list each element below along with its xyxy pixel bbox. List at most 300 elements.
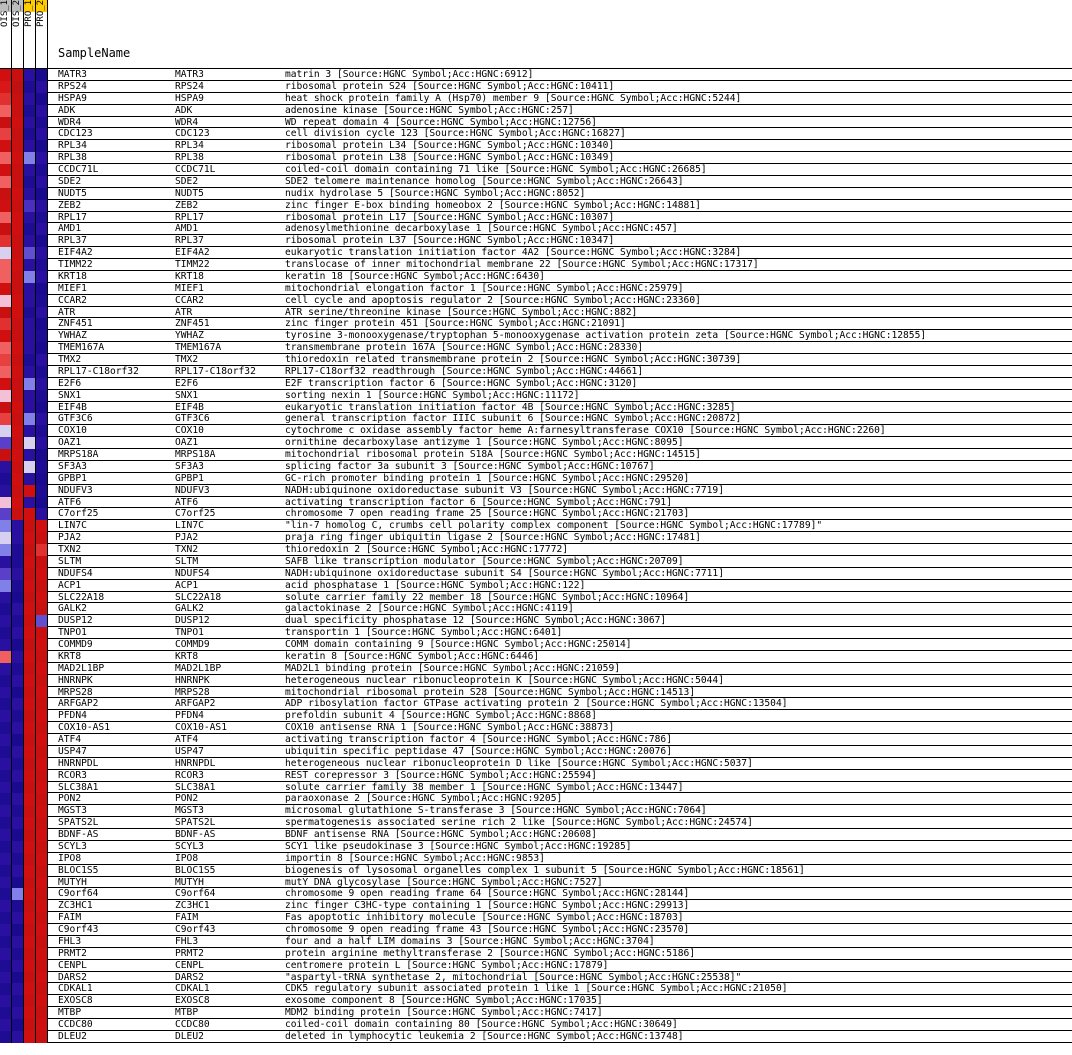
heatmap-cell[interactable] <box>0 948 12 960</box>
heatmap-cell[interactable] <box>24 603 36 615</box>
heatmap-cell[interactable] <box>0 877 12 889</box>
heatmap-cell[interactable] <box>0 223 12 235</box>
heatmap-cell[interactable] <box>24 592 36 604</box>
heatmap-row[interactable] <box>0 93 1072 105</box>
heatmap-cell[interactable] <box>0 485 12 497</box>
heatmap-cell[interactable] <box>36 615 48 627</box>
heatmap-cell[interactable] <box>24 734 36 746</box>
heatmap-cell[interactable] <box>24 888 36 900</box>
heatmap-cell[interactable] <box>12 1007 24 1019</box>
heatmap-cell[interactable] <box>36 639 48 651</box>
heatmap-row[interactable] <box>0 1031 1072 1043</box>
heatmap-row[interactable] <box>0 580 1072 592</box>
heatmap-cell[interactable] <box>36 390 48 402</box>
heatmap-cell[interactable] <box>36 877 48 889</box>
heatmap-cell[interactable] <box>36 829 48 841</box>
heatmap-row[interactable] <box>0 972 1072 984</box>
heatmap-row[interactable] <box>0 188 1072 200</box>
heatmap-cell[interactable] <box>12 105 24 117</box>
heatmap-row[interactable] <box>0 675 1072 687</box>
heatmap-cell[interactable] <box>36 485 48 497</box>
heatmap-cell[interactable] <box>24 544 36 556</box>
heatmap-cell[interactable] <box>36 342 48 354</box>
heatmap-row[interactable] <box>0 235 1072 247</box>
heatmap-cell[interactable] <box>12 508 24 520</box>
heatmap-cell[interactable] <box>24 615 36 627</box>
heatmap-cell[interactable] <box>24 223 36 235</box>
heatmap-cell[interactable] <box>24 912 36 924</box>
heatmap-cell[interactable] <box>36 782 48 794</box>
heatmap-cell[interactable] <box>12 402 24 414</box>
heatmap-row[interactable] <box>0 865 1072 877</box>
heatmap-cell[interactable] <box>12 366 24 378</box>
heatmap-cell[interactable] <box>12 663 24 675</box>
heatmap-cell[interactable] <box>0 722 12 734</box>
heatmap-cell[interactable] <box>0 330 12 342</box>
heatmap-cell[interactable] <box>36 675 48 687</box>
heatmap-cell[interactable] <box>24 69 36 81</box>
heatmap-cell[interactable] <box>12 223 24 235</box>
heatmap-cell[interactable] <box>24 556 36 568</box>
heatmap-cell[interactable] <box>12 93 24 105</box>
heatmap-cell[interactable] <box>36 235 48 247</box>
heatmap-row[interactable] <box>0 805 1072 817</box>
heatmap-cell[interactable] <box>12 829 24 841</box>
heatmap-cell[interactable] <box>24 710 36 722</box>
heatmap-cell[interactable] <box>12 615 24 627</box>
heatmap-cell[interactable] <box>0 128 12 140</box>
heatmap-cell[interactable] <box>0 413 12 425</box>
heatmap-cell[interactable] <box>12 805 24 817</box>
heatmap-cell[interactable] <box>36 532 48 544</box>
heatmap-cell[interactable] <box>24 972 36 984</box>
heatmap-cell[interactable] <box>0 793 12 805</box>
heatmap-cell[interactable] <box>0 271 12 283</box>
heatmap-row[interactable] <box>0 366 1072 378</box>
heatmap-row[interactable] <box>0 710 1072 722</box>
heatmap-cell[interactable] <box>12 354 24 366</box>
heatmap-cell[interactable] <box>36 128 48 140</box>
heatmap-row[interactable] <box>0 128 1072 140</box>
heatmap-cell[interactable] <box>0 544 12 556</box>
heatmap-cell[interactable] <box>0 212 12 224</box>
heatmap-cell[interactable] <box>12 936 24 948</box>
heatmap-row[interactable] <box>0 782 1072 794</box>
heatmap-cell[interactable] <box>12 782 24 794</box>
heatmap-cell[interactable] <box>12 877 24 889</box>
heatmap-cell[interactable] <box>36 437 48 449</box>
heatmap-cell[interactable] <box>24 663 36 675</box>
heatmap-cell[interactable] <box>36 200 48 212</box>
heatmap-cell[interactable] <box>24 402 36 414</box>
heatmap-row[interactable] <box>0 603 1072 615</box>
heatmap-cell[interactable] <box>0 1031 12 1043</box>
heatmap-cell[interactable] <box>36 223 48 235</box>
heatmap-cell[interactable] <box>36 461 48 473</box>
heatmap-cell[interactable] <box>24 746 36 758</box>
heatmap-cell[interactable] <box>24 675 36 687</box>
heatmap-cell[interactable] <box>24 117 36 129</box>
heatmap-cell[interactable] <box>12 330 24 342</box>
heatmap-cell[interactable] <box>12 390 24 402</box>
heatmap-cell[interactable] <box>36 366 48 378</box>
heatmap-cell[interactable] <box>36 508 48 520</box>
heatmap-row[interactable] <box>0 900 1072 912</box>
heatmap-row[interactable] <box>0 259 1072 271</box>
heatmap-cell[interactable] <box>24 497 36 509</box>
heatmap-cell[interactable] <box>36 948 48 960</box>
heatmap-cell[interactable] <box>24 770 36 782</box>
heatmap-cell[interactable] <box>12 983 24 995</box>
heatmap-cell[interactable] <box>24 865 36 877</box>
heatmap-row[interactable] <box>0 532 1072 544</box>
heatmap-cell[interactable] <box>0 307 12 319</box>
heatmap-cell[interactable] <box>36 936 48 948</box>
heatmap-cell[interactable] <box>36 283 48 295</box>
heatmap-cell[interactable] <box>36 995 48 1007</box>
heatmap-row[interactable] <box>0 793 1072 805</box>
heatmap-cell[interactable] <box>36 330 48 342</box>
heatmap-row[interactable] <box>0 651 1072 663</box>
heatmap-cell[interactable] <box>36 188 48 200</box>
heatmap-cell[interactable] <box>12 627 24 639</box>
heatmap-cell[interactable] <box>0 318 12 330</box>
heatmap-cell[interactable] <box>36 449 48 461</box>
heatmap-cell[interactable] <box>24 853 36 865</box>
heatmap-cell[interactable] <box>0 295 12 307</box>
heatmap-cell[interactable] <box>36 81 48 93</box>
heatmap-cell[interactable] <box>0 497 12 509</box>
heatmap-cell[interactable] <box>0 378 12 390</box>
heatmap-row[interactable] <box>0 948 1072 960</box>
heatmap-cell[interactable] <box>24 782 36 794</box>
heatmap-cell[interactable] <box>0 81 12 93</box>
heatmap-cell[interactable] <box>0 200 12 212</box>
heatmap-row[interactable] <box>0 1019 1072 1031</box>
heatmap-cell[interactable] <box>36 722 48 734</box>
heatmap-cell[interactable] <box>12 924 24 936</box>
heatmap-row[interactable] <box>0 615 1072 627</box>
heatmap-cell[interactable] <box>36 734 48 746</box>
heatmap-cell[interactable] <box>12 449 24 461</box>
heatmap-row[interactable] <box>0 140 1072 152</box>
heatmap-cell[interactable] <box>36 568 48 580</box>
heatmap-cell[interactable] <box>0 461 12 473</box>
heatmap-cell[interactable] <box>24 936 36 948</box>
heatmap-row[interactable] <box>0 176 1072 188</box>
heatmap-cell[interactable] <box>36 698 48 710</box>
heatmap-cell[interactable] <box>24 687 36 699</box>
heatmap-cell[interactable] <box>0 105 12 117</box>
heatmap-row[interactable] <box>0 318 1072 330</box>
heatmap-cell[interactable] <box>36 318 48 330</box>
heatmap-cell[interactable] <box>12 995 24 1007</box>
heatmap-row[interactable] <box>0 924 1072 936</box>
heatmap-cell[interactable] <box>12 342 24 354</box>
heatmap-row[interactable] <box>0 853 1072 865</box>
heatmap-cell[interactable] <box>24 318 36 330</box>
heatmap-cell[interactable] <box>0 69 12 81</box>
heatmap-cell[interactable] <box>24 580 36 592</box>
heatmap-row[interactable] <box>0 437 1072 449</box>
heatmap-cell[interactable] <box>12 295 24 307</box>
heatmap-cell[interactable] <box>24 271 36 283</box>
heatmap-cell[interactable] <box>24 722 36 734</box>
heatmap-row[interactable] <box>0 983 1072 995</box>
heatmap-row[interactable] <box>0 295 1072 307</box>
heatmap-cell[interactable] <box>12 283 24 295</box>
heatmap-cell[interactable] <box>36 413 48 425</box>
heatmap-row[interactable] <box>0 485 1072 497</box>
heatmap-row[interactable] <box>0 105 1072 117</box>
heatmap-cell[interactable] <box>12 687 24 699</box>
heatmap-cell[interactable] <box>36 164 48 176</box>
heatmap-cell[interactable] <box>0 520 12 532</box>
heatmap-cell[interactable] <box>0 188 12 200</box>
heatmap-cell[interactable] <box>0 924 12 936</box>
heatmap-cell[interactable] <box>36 69 48 81</box>
heatmap-cell[interactable] <box>24 924 36 936</box>
heatmap-cell[interactable] <box>0 746 12 758</box>
heatmap-cell[interactable] <box>0 152 12 164</box>
heatmap-cell[interactable] <box>12 520 24 532</box>
heatmap-cell[interactable] <box>24 354 36 366</box>
heatmap-cell[interactable] <box>24 805 36 817</box>
heatmap-cell[interactable] <box>36 271 48 283</box>
heatmap-cell[interactable] <box>36 758 48 770</box>
heatmap-cell[interactable] <box>0 734 12 746</box>
heatmap-cell[interactable] <box>36 651 48 663</box>
heatmap-cell[interactable] <box>36 972 48 984</box>
heatmap-cell[interactable] <box>24 877 36 889</box>
heatmap-cell[interactable] <box>36 983 48 995</box>
heatmap-cell[interactable] <box>0 758 12 770</box>
heatmap-row[interactable] <box>0 283 1072 295</box>
heatmap-cell[interactable] <box>12 259 24 271</box>
heatmap-cell[interactable] <box>36 1007 48 1019</box>
heatmap-cell[interactable] <box>12 485 24 497</box>
heatmap-cell[interactable] <box>0 283 12 295</box>
heatmap-cell[interactable] <box>0 603 12 615</box>
heatmap-row[interactable] <box>0 508 1072 520</box>
heatmap-cell[interactable] <box>24 829 36 841</box>
heatmap-cell[interactable] <box>12 639 24 651</box>
heatmap-cell[interactable] <box>0 663 12 675</box>
heatmap-row[interactable] <box>0 223 1072 235</box>
heatmap-cell[interactable] <box>24 900 36 912</box>
heatmap-cell[interactable] <box>36 140 48 152</box>
heatmap-cell[interactable] <box>12 378 24 390</box>
heatmap-row[interactable] <box>0 520 1072 532</box>
heatmap-row[interactable] <box>0 449 1072 461</box>
heatmap-cell[interactable] <box>0 259 12 271</box>
heatmap-cell[interactable] <box>24 176 36 188</box>
heatmap-cell[interactable] <box>36 888 48 900</box>
heatmap-row[interactable] <box>0 627 1072 639</box>
heatmap-cell[interactable] <box>24 378 36 390</box>
heatmap-cell[interactable] <box>12 307 24 319</box>
heatmap-cell[interactable] <box>0 900 12 912</box>
heatmap-cell[interactable] <box>24 425 36 437</box>
heatmap-row[interactable] <box>0 722 1072 734</box>
heatmap-cell[interactable] <box>0 164 12 176</box>
heatmap-cell[interactable] <box>36 247 48 259</box>
heatmap-row[interactable] <box>0 1007 1072 1019</box>
sample-column-header[interactable] <box>0 0 12 69</box>
heatmap-cell[interactable] <box>36 117 48 129</box>
heatmap-cell[interactable] <box>12 710 24 722</box>
heatmap-cell[interactable] <box>0 995 12 1007</box>
heatmap-cell[interactable] <box>36 402 48 414</box>
heatmap-row[interactable] <box>0 639 1072 651</box>
heatmap-row[interactable] <box>0 117 1072 129</box>
heatmap-cell[interactable] <box>24 93 36 105</box>
heatmap-row[interactable] <box>0 69 1072 81</box>
heatmap-cell[interactable] <box>12 675 24 687</box>
heatmap-cell[interactable] <box>12 69 24 81</box>
heatmap-cell[interactable] <box>24 793 36 805</box>
heatmap-cell[interactable] <box>36 746 48 758</box>
heatmap-cell[interactable] <box>0 580 12 592</box>
heatmap-cell[interactable] <box>0 639 12 651</box>
heatmap-cell[interactable] <box>36 900 48 912</box>
heatmap-row[interactable] <box>0 354 1072 366</box>
heatmap-cell[interactable] <box>12 746 24 758</box>
heatmap-cell[interactable] <box>12 235 24 247</box>
heatmap-cell[interactable] <box>36 793 48 805</box>
heatmap-cell[interactable] <box>12 960 24 972</box>
heatmap-cell[interactable] <box>12 948 24 960</box>
heatmap-cell[interactable] <box>24 235 36 247</box>
heatmap-cell[interactable] <box>24 105 36 117</box>
heatmap-row[interactable] <box>0 212 1072 224</box>
heatmap-cell[interactable] <box>12 532 24 544</box>
heatmap-cell[interactable] <box>0 473 12 485</box>
heatmap-cell[interactable] <box>0 176 12 188</box>
heatmap-cell[interactable] <box>12 200 24 212</box>
heatmap-row[interactable] <box>0 687 1072 699</box>
heatmap-cell[interactable] <box>24 758 36 770</box>
heatmap-cell[interactable] <box>36 710 48 722</box>
heatmap-row[interactable] <box>0 746 1072 758</box>
heatmap-cell[interactable] <box>24 473 36 485</box>
heatmap-cell[interactable] <box>12 698 24 710</box>
sample-column-header[interactable] <box>36 0 48 69</box>
heatmap-cell[interactable] <box>24 568 36 580</box>
heatmap-cell[interactable] <box>0 425 12 437</box>
heatmap-cell[interactable] <box>36 1019 48 1031</box>
heatmap-row[interactable] <box>0 912 1072 924</box>
heatmap-row[interactable] <box>0 770 1072 782</box>
heatmap-cell[interactable] <box>0 354 12 366</box>
heatmap-cell[interactable] <box>24 817 36 829</box>
heatmap-cell[interactable] <box>36 770 48 782</box>
heatmap-cell[interactable] <box>12 544 24 556</box>
heatmap-cell[interactable] <box>12 318 24 330</box>
heatmap-cell[interactable] <box>24 259 36 271</box>
heatmap-cell[interactable] <box>36 603 48 615</box>
heatmap-cell[interactable] <box>24 152 36 164</box>
heatmap-cell[interactable] <box>0 117 12 129</box>
heatmap-cell[interactable] <box>0 235 12 247</box>
heatmap-cell[interactable] <box>0 865 12 877</box>
heatmap-row[interactable] <box>0 164 1072 176</box>
heatmap-cell[interactable] <box>36 580 48 592</box>
heatmap-cell[interactable] <box>24 508 36 520</box>
heatmap-cell[interactable] <box>12 128 24 140</box>
heatmap-cell[interactable] <box>36 817 48 829</box>
heatmap-cell[interactable] <box>12 271 24 283</box>
heatmap-cell[interactable] <box>24 342 36 354</box>
heatmap-row[interactable] <box>0 425 1072 437</box>
heatmap-cell[interactable] <box>12 568 24 580</box>
heatmap-row[interactable] <box>0 307 1072 319</box>
heatmap-cell[interactable] <box>36 627 48 639</box>
heatmap-cell[interactable] <box>24 627 36 639</box>
heatmap-cell[interactable] <box>12 853 24 865</box>
heatmap-cell[interactable] <box>12 497 24 509</box>
heatmap-cell[interactable] <box>24 81 36 93</box>
heatmap-row[interactable] <box>0 81 1072 93</box>
heatmap-cell[interactable] <box>24 995 36 1007</box>
heatmap-cell[interactable] <box>24 140 36 152</box>
sample-column-header[interactable] <box>12 0 24 69</box>
heatmap-cell[interactable] <box>0 402 12 414</box>
heatmap-cell[interactable] <box>36 556 48 568</box>
heatmap-cell[interactable] <box>24 651 36 663</box>
heatmap-cell[interactable] <box>36 295 48 307</box>
heatmap-cell[interactable] <box>0 140 12 152</box>
heatmap-cell[interactable] <box>12 188 24 200</box>
heatmap-cell[interactable] <box>24 960 36 972</box>
heatmap-cell[interactable] <box>0 972 12 984</box>
heatmap-cell[interactable] <box>0 93 12 105</box>
heatmap-cell[interactable] <box>24 188 36 200</box>
heatmap-cell[interactable] <box>12 247 24 259</box>
heatmap-cell[interactable] <box>24 200 36 212</box>
heatmap-cell[interactable] <box>12 212 24 224</box>
heatmap-cell[interactable] <box>12 841 24 853</box>
heatmap-cell[interactable] <box>24 366 36 378</box>
heatmap-cell[interactable] <box>12 912 24 924</box>
heatmap-row[interactable] <box>0 734 1072 746</box>
heatmap-row[interactable] <box>0 378 1072 390</box>
heatmap-cell[interactable] <box>24 532 36 544</box>
heatmap-cell[interactable] <box>12 592 24 604</box>
heatmap-cell[interactable] <box>0 556 12 568</box>
heatmap-row[interactable] <box>0 413 1072 425</box>
heatmap-cell[interactable] <box>12 117 24 129</box>
heatmap-cell[interactable] <box>36 924 48 936</box>
heatmap-cell[interactable] <box>0 366 12 378</box>
heatmap-cell[interactable] <box>12 722 24 734</box>
heatmap-cell[interactable] <box>0 532 12 544</box>
heatmap-cell[interactable] <box>36 105 48 117</box>
heatmap-cell[interactable] <box>0 805 12 817</box>
heatmap-cell[interactable] <box>12 972 24 984</box>
heatmap-cell[interactable] <box>24 461 36 473</box>
heatmap-cell[interactable] <box>12 556 24 568</box>
heatmap-cell[interactable] <box>12 603 24 615</box>
heatmap-row[interactable] <box>0 461 1072 473</box>
heatmap-cell[interactable] <box>12 81 24 93</box>
heatmap-row[interactable] <box>0 200 1072 212</box>
heatmap-cell[interactable] <box>36 212 48 224</box>
heatmap-row[interactable] <box>0 663 1072 675</box>
sample-column-header[interactable] <box>24 0 36 69</box>
heatmap-cell[interactable] <box>36 592 48 604</box>
heatmap-cell[interactable] <box>12 758 24 770</box>
